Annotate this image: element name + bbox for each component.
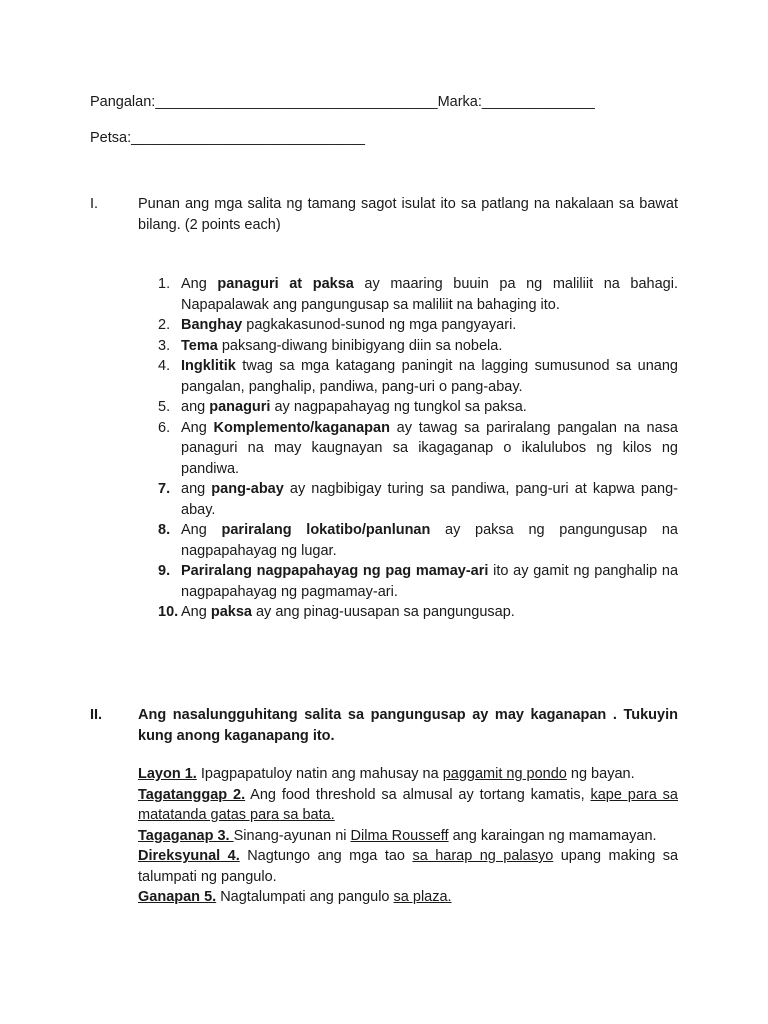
item-text: ng bayan. xyxy=(566,766,635,782)
item-post: paksang-diwang binibigyang diin sa nobela. xyxy=(217,337,503,354)
item-pre: Ang xyxy=(181,419,214,436)
item-text: Ang food threshold sa almusal ay tortang kamatis, xyxy=(245,786,591,803)
item-post: ay nagpapahayag ng tungkol sa paksa. xyxy=(270,399,527,415)
list-item xyxy=(158,315,678,336)
item-answer: pang-abay xyxy=(211,481,284,497)
section-1-instruction: Punan ang mga salita ng tamang sagot isulat ito sa patlang na nakalaan sa bawat bilang. (2 points each) xyxy=(138,196,678,233)
list-item xyxy=(158,561,678,602)
item-number: 10. xyxy=(158,604,179,620)
item-answer: Ingklitik xyxy=(181,358,236,374)
item-post: ay paksa ng pangungusap na nagpapahayag ng lugar. xyxy=(181,522,678,559)
item-text: Nagtungo ang mga tao xyxy=(239,848,413,864)
date-label: Petsa: xyxy=(90,130,132,146)
score-label: Marka: xyxy=(437,94,482,110)
item-post: twag sa mga katagang paningit na lagging sumusunod sa unang pangalan, panghalip, pandiwa, pang-uri o pang-abay. xyxy=(181,358,678,395)
section-1-list xyxy=(158,274,678,623)
name-score-line xyxy=(90,92,595,113)
item-label: Layon 1. xyxy=(138,766,197,782)
item-underlined: sa plaza. xyxy=(393,889,452,905)
item-text: Nagtalumpati ang pangulo xyxy=(216,889,394,905)
list-item xyxy=(158,602,678,623)
item-label: Direksyunal 4. xyxy=(138,848,240,864)
item-post: ay ang pinag-uusapan sa pangungusap. xyxy=(251,604,515,620)
item-number: 4. xyxy=(158,358,171,374)
list-item xyxy=(158,397,678,418)
item-number: 2. xyxy=(158,317,171,333)
item-pre: Ang xyxy=(181,604,211,620)
item-answer: pariralang lokatibo/panlunan xyxy=(221,522,431,538)
item-answer: paksa xyxy=(210,604,252,620)
list-item xyxy=(138,764,678,785)
item-label: Ganapan 5. xyxy=(138,889,217,905)
item-underlined: Dilma Rousseff xyxy=(350,827,449,844)
item-answer: panaguri xyxy=(209,399,271,415)
item-number: 6. xyxy=(158,419,171,436)
item-number: 8. xyxy=(158,522,171,538)
date-blank: _____________________________ xyxy=(131,130,365,146)
date-line xyxy=(90,128,365,149)
item-underlined: paggamit ng pondo xyxy=(442,766,567,782)
item-post: ito ay gamit ng panghalip na nagpapahayag ng pagmamay-ari. xyxy=(181,563,679,600)
item-underlined: sa harap ng palasyo xyxy=(412,848,554,864)
item-pre: Ang xyxy=(181,276,218,292)
item-number: 1. xyxy=(158,276,171,292)
name-label: Pangalan: xyxy=(90,94,156,110)
section-2-items xyxy=(138,764,678,908)
item-underlined: kape para sa matatanda gatas para sa bata. xyxy=(138,786,678,823)
item-text: Ipagpapatuloy natin ang mahusay na xyxy=(196,766,443,782)
item-answer: Banghay xyxy=(181,317,243,333)
list-item xyxy=(158,418,678,480)
list-item xyxy=(158,356,678,397)
item-post: ay nagbibigay turing sa pandiwa, pang-uri at kapwa pang-abay. xyxy=(181,481,678,518)
item-answer: panaguri at paksa xyxy=(217,276,354,292)
item-text: upang making sa talumpati ng pangulo. xyxy=(138,848,679,885)
list-item xyxy=(138,785,678,826)
list-item xyxy=(158,479,678,520)
item-number: 3. xyxy=(158,337,171,354)
list-item xyxy=(158,336,678,357)
section-2-number: II. xyxy=(90,707,103,723)
item-pre: ang xyxy=(181,481,212,497)
item-post: ay maaring buuin pa ng maliliit na bahagi. Napapalawak ang pangungusap sa maliliit na bahaging ito. xyxy=(181,276,678,313)
item-pre: ang xyxy=(181,399,210,415)
list-item xyxy=(158,274,678,315)
item-answer: Tema xyxy=(181,337,218,354)
item-number: 7. xyxy=(158,481,171,497)
item-post: ay tawag sa pariralang pangalan na nasa panaguri na may kaugnayan sa ikagaganap o ikalulubos ng kilos ng pandiwa. xyxy=(181,419,678,477)
list-item xyxy=(138,826,678,847)
item-number: 5. xyxy=(158,399,171,415)
item-label: Tagaganap 3. xyxy=(138,827,234,844)
item-number: 9. xyxy=(158,563,171,579)
item-answer: Komplemento/kaganapan xyxy=(213,419,390,436)
item-post: pagkakasunod-sunod ng mga pangyayari. xyxy=(242,317,517,333)
item-text: ang karaingan ng mamamayan. xyxy=(448,827,657,844)
item-pre: Ang xyxy=(181,522,222,538)
list-item xyxy=(138,846,678,887)
item-answer: Pariralang nagpapahayag ng pag mamay-ari xyxy=(181,563,489,579)
section-2-instruction: Ang nasalungguhitang salita sa pangungusap ay may kaganapan . Tukuyin kung anong kaganapang ito. xyxy=(138,707,678,744)
item-text: Sinang-ayunan ni xyxy=(233,827,351,844)
list-item xyxy=(138,887,678,908)
item-label: Tagatanggap 2. xyxy=(138,786,246,803)
section-1-number: I. xyxy=(90,196,99,212)
score-blank: ______________ xyxy=(481,94,595,110)
name-blank: ___________________________________ xyxy=(155,94,438,110)
list-item xyxy=(158,520,678,561)
